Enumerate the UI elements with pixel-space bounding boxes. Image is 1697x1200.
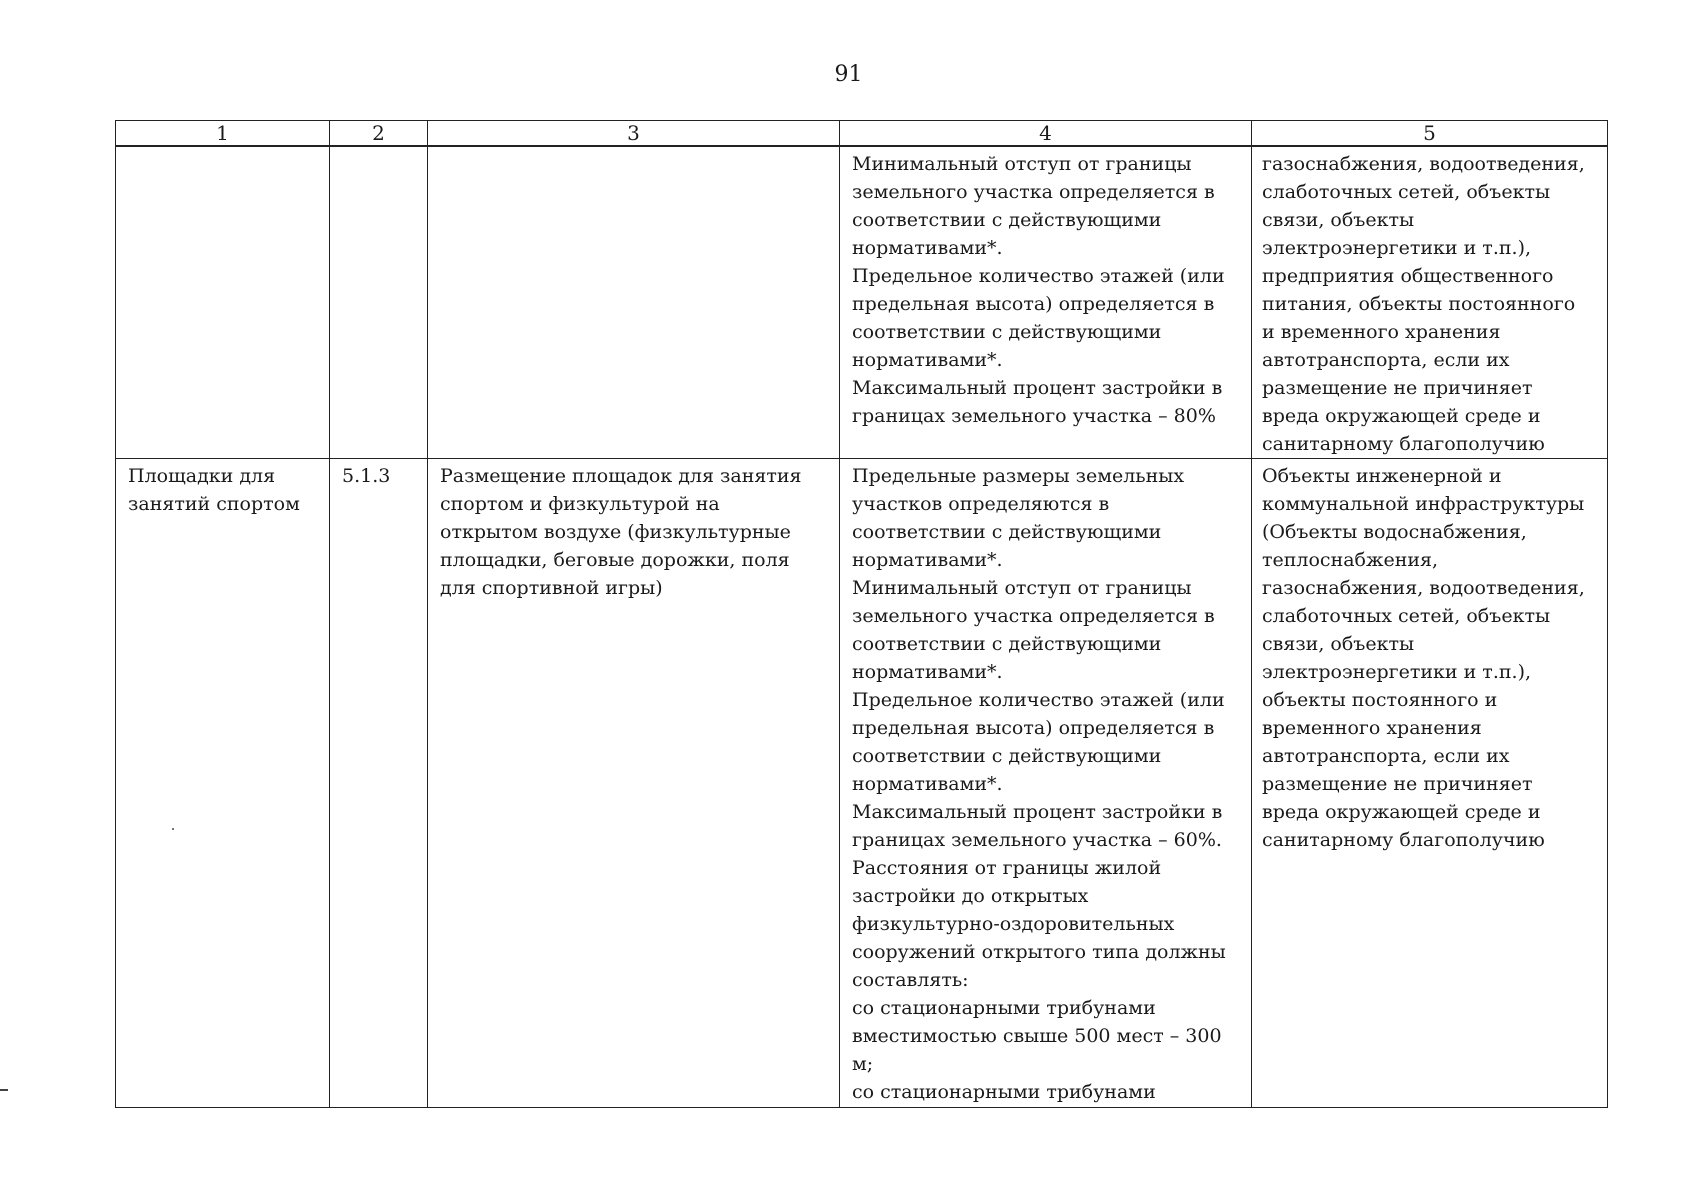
cell-text-line: м;: [852, 1053, 874, 1075]
cell-text-line: электроэнергетики и т.п.),: [1262, 661, 1532, 683]
cell-text-line: для спортивной игры): [440, 577, 663, 599]
cell-text-line: Минимальный отступ от границы: [852, 153, 1192, 175]
cell-text-line: связи, объекты: [1262, 209, 1415, 231]
cell-text-line: автотранспорта, если их: [1262, 745, 1510, 767]
cell-text-line: и временного хранения: [1262, 321, 1501, 343]
cell-parameters: [840, 146, 1252, 459]
cell-text-line: нормативами*.: [852, 773, 1003, 795]
cell-text-line: предприятия общественного: [1262, 265, 1554, 287]
cell-text-line: Предельное количество этажей (или: [852, 265, 1225, 287]
cell-text-line: связи, объекты: [1262, 633, 1415, 655]
cell-text-line: Предельные размеры земельных: [852, 465, 1185, 487]
cell-text-line: нормативами*.: [852, 237, 1003, 259]
page-number: 91: [834, 62, 863, 87]
cell-text-line: соответствии с действующими: [852, 633, 1162, 655]
cell-text-line: занятий спортом: [128, 493, 300, 515]
cell-text-line: вреда окружающей среде и: [1262, 801, 1541, 823]
cell-text-line: Предельное количество этажей (или: [852, 689, 1225, 711]
header-row: [116, 121, 1608, 147]
cell-text-line: физкультурно-оздоровительных: [852, 913, 1175, 935]
cell-text-line: (Объекты водоснабжения,: [1262, 521, 1527, 543]
cell-text-line: нормативами*.: [852, 349, 1003, 371]
cell-text-line: соответствии с действующими: [852, 521, 1162, 543]
cell-text-line: вместимостью свыше 500 мест – 300: [852, 1025, 1222, 1047]
cell-text-line: санитарному благополучию: [1262, 829, 1545, 851]
cell-text-line: Расстояния от границы жилой: [852, 857, 1162, 879]
cell-text-line: размещение не причиняет: [1262, 377, 1533, 399]
cell-text-line: границах земельного участка – 60%.: [852, 829, 1222, 851]
cell-type-name: [116, 459, 330, 1108]
cell-text-line: земельного участка определяется в: [852, 605, 1215, 627]
cell-text-line: со стационарными трибунами: [852, 1081, 1156, 1103]
cell-text-line: слаботочных сетей, объекты: [1262, 605, 1551, 627]
cell-text-line: Максимальный процент застройки в: [852, 377, 1223, 399]
cell-auxiliary-uses: [1252, 146, 1608, 459]
cell-text-line: Размещение площадок для занятия: [440, 465, 802, 487]
cell-text-line: коммунальной инфраструктуры: [1262, 493, 1585, 515]
margin-mark: [0, 1089, 8, 1091]
cell-text-line: газоснабжения, водоотведения,: [1262, 153, 1585, 175]
cell-text-line: составлять:: [852, 969, 969, 991]
cell-description: [428, 459, 840, 1108]
cell-text-line: санитарному благополучию: [1262, 433, 1545, 455]
cell-parameters: [840, 459, 1252, 1108]
cell-text-line: Минимальный отступ от границы: [852, 577, 1192, 599]
cell-code: [330, 146, 428, 459]
cell-description: [428, 146, 840, 459]
cell-text-line: питания, объекты постоянного: [1262, 293, 1576, 315]
scan-speck: [172, 828, 174, 830]
cell-text-line: электроэнергетики и т.п.),: [1262, 237, 1532, 259]
cell-text-line: временного хранения: [1262, 717, 1482, 739]
table-row: [116, 459, 1608, 1108]
cell-text-line: объекты постоянного и: [1262, 689, 1498, 711]
cell-auxiliary-uses: [1252, 459, 1608, 1108]
cell-text-line: соответствии с действующими: [852, 209, 1162, 231]
cell-text-line: сооружений открытого типа должны: [852, 941, 1226, 963]
cell-text-line: соответствии с действующими: [852, 321, 1162, 343]
cell-text-line: предельная высота) определяется в: [852, 293, 1215, 315]
zoning-table: [115, 120, 1608, 1108]
cell-text-line: размещение не причиняет: [1262, 773, 1533, 795]
cell-text-line: слаботочных сетей, объекты: [1262, 181, 1551, 203]
cell-text-line: открытом воздухе (физкультурные: [440, 521, 791, 543]
cell-text-line: застройки до открытых: [852, 885, 1089, 907]
cell-text-line: вреда окружающей среде и: [1262, 405, 1541, 427]
cell-text-line: нормативами*.: [852, 549, 1003, 571]
cell-text-line: Объекты инженерной и: [1262, 465, 1502, 487]
header-col-5: 5: [1252, 121, 1608, 147]
cell-text-line: теплоснабжения,: [1262, 549, 1439, 571]
cell-text-line: площадки, беговые дорожки, поля: [440, 549, 790, 571]
cell-text-line: Максимальный процент застройки в: [852, 801, 1223, 823]
cell-text-line: соответствии с действующими: [852, 745, 1162, 767]
header-col-2: 2: [330, 121, 428, 147]
cell-text-line: со стационарными трибунами: [852, 997, 1156, 1019]
cell-code: [330, 459, 428, 1108]
table-row: [116, 146, 1608, 459]
cell-text-line: границах земельного участка – 80%: [852, 405, 1216, 427]
cell-text-line: 5.1.3: [342, 465, 391, 487]
header-col-1: 1: [116, 121, 330, 147]
header-col-3: 3: [428, 121, 840, 147]
cell-type-name: [116, 146, 330, 459]
cell-text-line: нормативами*.: [852, 661, 1003, 683]
cell-text-line: предельная высота) определяется в: [852, 717, 1215, 739]
cell-text-line: спортом и физкультурой на: [440, 493, 720, 515]
cell-text-line: участков определяются в: [852, 493, 1110, 515]
cell-text-line: автотранспорта, если их: [1262, 349, 1510, 371]
header-col-4: 4: [840, 121, 1252, 147]
cell-text-line: газоснабжения, водоотведения,: [1262, 577, 1585, 599]
cell-text-line: Площадки для: [128, 465, 276, 487]
cell-text-line: земельного участка определяется в: [852, 181, 1215, 203]
